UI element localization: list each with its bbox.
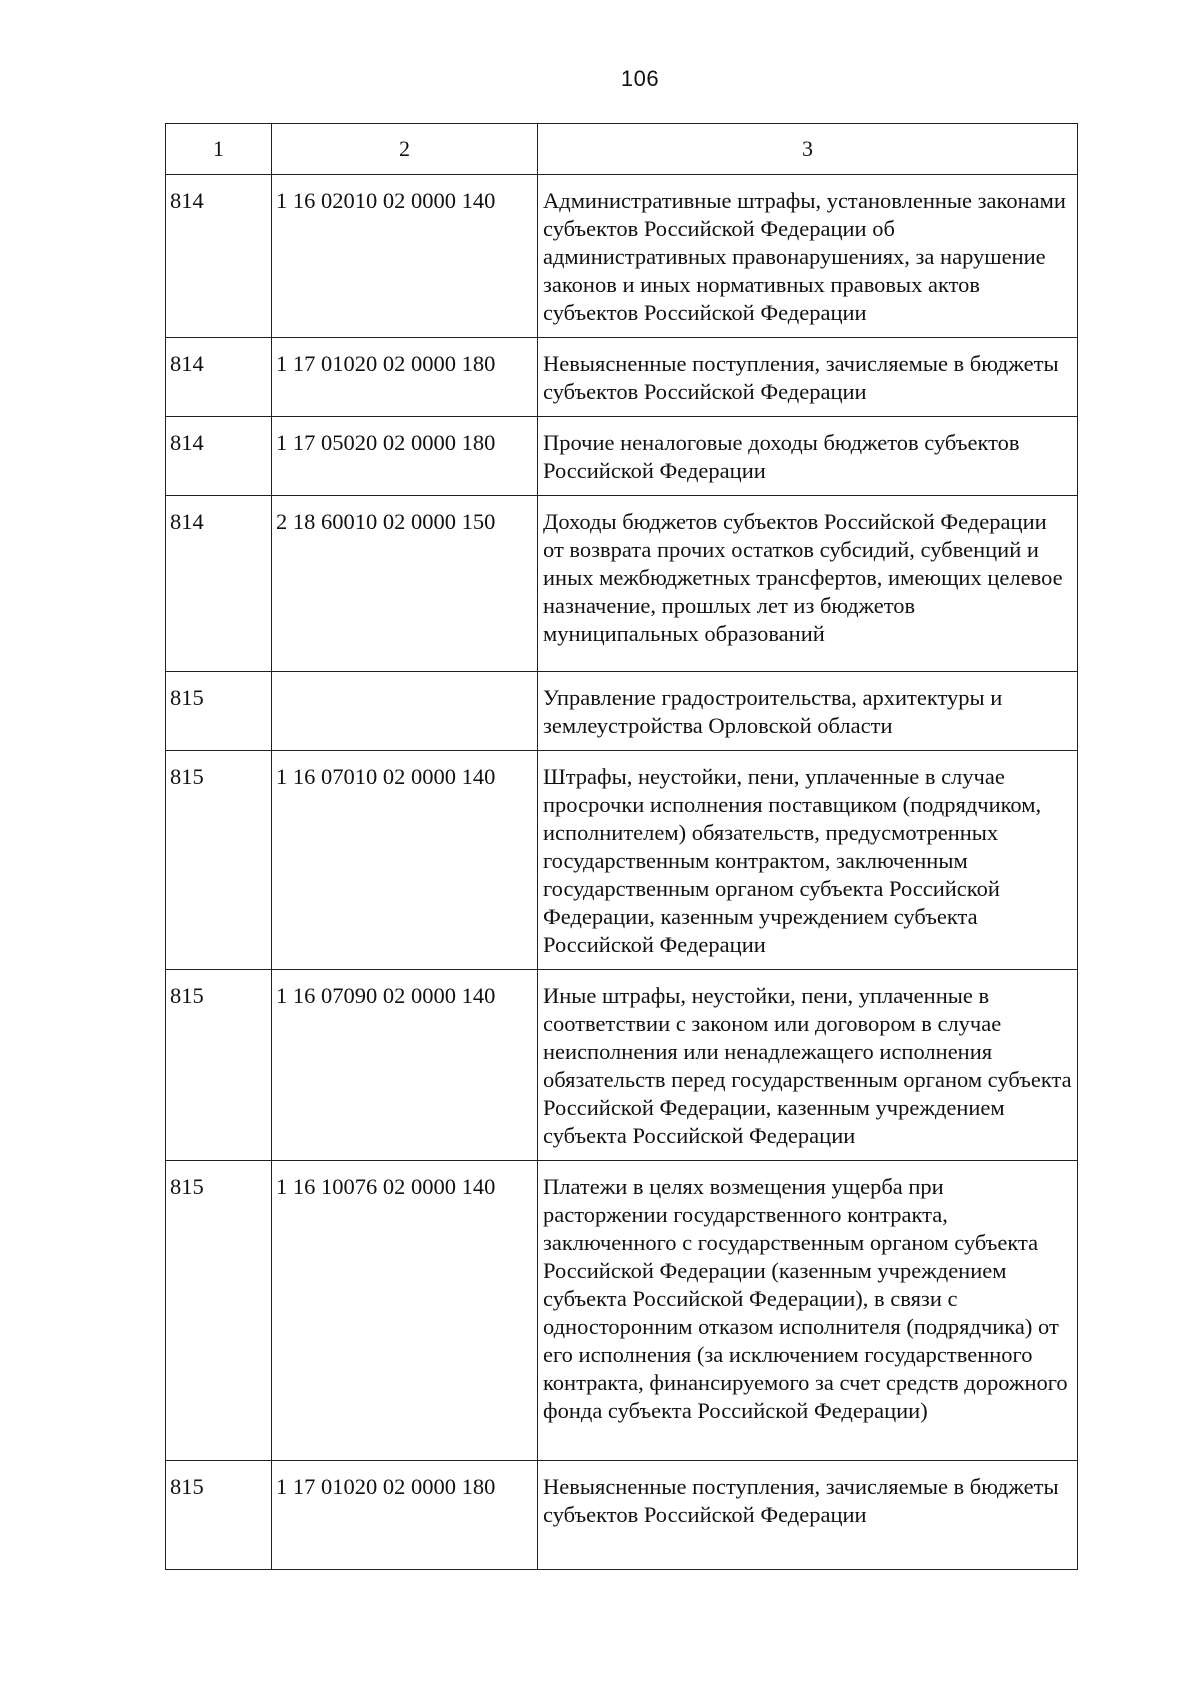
revenue-code-cell: 1 17 05020 02 0000 180 (272, 417, 538, 496)
page-number: 106 (620, 66, 660, 91)
revenue-code-cell: 1 17 01020 02 0000 180 (272, 1461, 538, 1570)
table-row (166, 970, 1078, 1161)
admin-code-cell: 815 (166, 1461, 272, 1570)
column-header-1: 1 (166, 124, 272, 175)
table-row (166, 417, 1078, 496)
table-row (166, 175, 1078, 338)
admin-code-cell: 814 (166, 175, 272, 338)
table-header-row (166, 124, 1078, 175)
description-cell: Платежи в целях возмещения ущерба при расторжении государственного контракта, заключенного с государственным органом субъекта Российской Федерации (казенным учреждением субъекта Российской Федерации), в связи с односторонним отказом исполнителя (подрядчика) от его исполнения (за исключением государственного контракта, финансируемого за счет средств дорожного фонда субъекта Российской Федерации) (538, 1161, 1078, 1461)
table-row (166, 338, 1078, 417)
description-cell: Невыясненные поступления, зачисляемые в бюджеты субъектов Российской Федерации (538, 338, 1078, 417)
column-header-2: 2 (272, 124, 538, 175)
revenue-code-cell (272, 672, 538, 751)
description-cell: Иные штрафы, неустойки, пени, уплаченные в соответствии с законом или договором в случае неисполнения или ненадлежащего исполнения обязательств перед государственным органом субъекта Российской Федерации, казенным учреждением субъекта Российской Федерации (538, 970, 1078, 1161)
revenue-code-cell: 1 17 01020 02 0000 180 (272, 338, 538, 417)
revenue-code-cell: 1 16 07010 02 0000 140 (272, 751, 538, 970)
description-cell: Управление градостроительства, архитектуры и землеустройства Орловской области (538, 672, 1078, 751)
revenue-codes-table (165, 123, 1078, 1570)
admin-code-cell: 815 (166, 1161, 272, 1461)
description-cell: Административные штрафы, установленные законами субъектов Российской Федерации об административных правонарушениях, за нарушение законов и иных нормативных правовых актов субъектов Российской Федерации (538, 175, 1078, 338)
admin-code-cell: 814 (166, 496, 272, 672)
revenue-code-cell: 1 16 10076 02 0000 140 (272, 1161, 538, 1461)
revenue-code-cell: 1 16 02010 02 0000 140 (272, 175, 538, 338)
admin-code-cell: 814 (166, 338, 272, 417)
description-cell: Доходы бюджетов субъектов Российской Федерации от возврата прочих остатков субсидий, субвенций и иных межбюджетных трансфертов, имеющих целевое назначение, прошлых лет из бюджетов муниципальных образований (538, 496, 1078, 672)
revenue-code-cell: 2 18 60010 02 0000 150 (272, 496, 538, 672)
admin-code-cell: 815 (166, 970, 272, 1161)
description-cell: Прочие неналоговые доходы бюджетов субъектов Российской Федерации (538, 417, 1078, 496)
table-row (166, 1461, 1078, 1570)
description-cell: Штрафы, неустойки, пени, уплаченные в случае просрочки исполнения поставщиком (подрядчиком, исполнителем) обязательств, предусмотренных государственным контрактом, заключенным государственным органом субъекта Российской Федерации, казенным учреждением субъекта Российской Федерации (538, 751, 1078, 970)
admin-code-cell: 815 (166, 672, 272, 751)
admin-code-cell: 815 (166, 751, 272, 970)
admin-code-cell: 814 (166, 417, 272, 496)
description-cell: Невыясненные поступления, зачисляемые в бюджеты субъектов Российской Федерации (538, 1461, 1078, 1570)
table-row (166, 496, 1078, 672)
table-row (166, 672, 1078, 751)
table-row (166, 751, 1078, 970)
table-row (166, 1161, 1078, 1461)
revenue-code-cell: 1 16 07090 02 0000 140 (272, 970, 538, 1161)
column-header-3: 3 (538, 124, 1078, 175)
